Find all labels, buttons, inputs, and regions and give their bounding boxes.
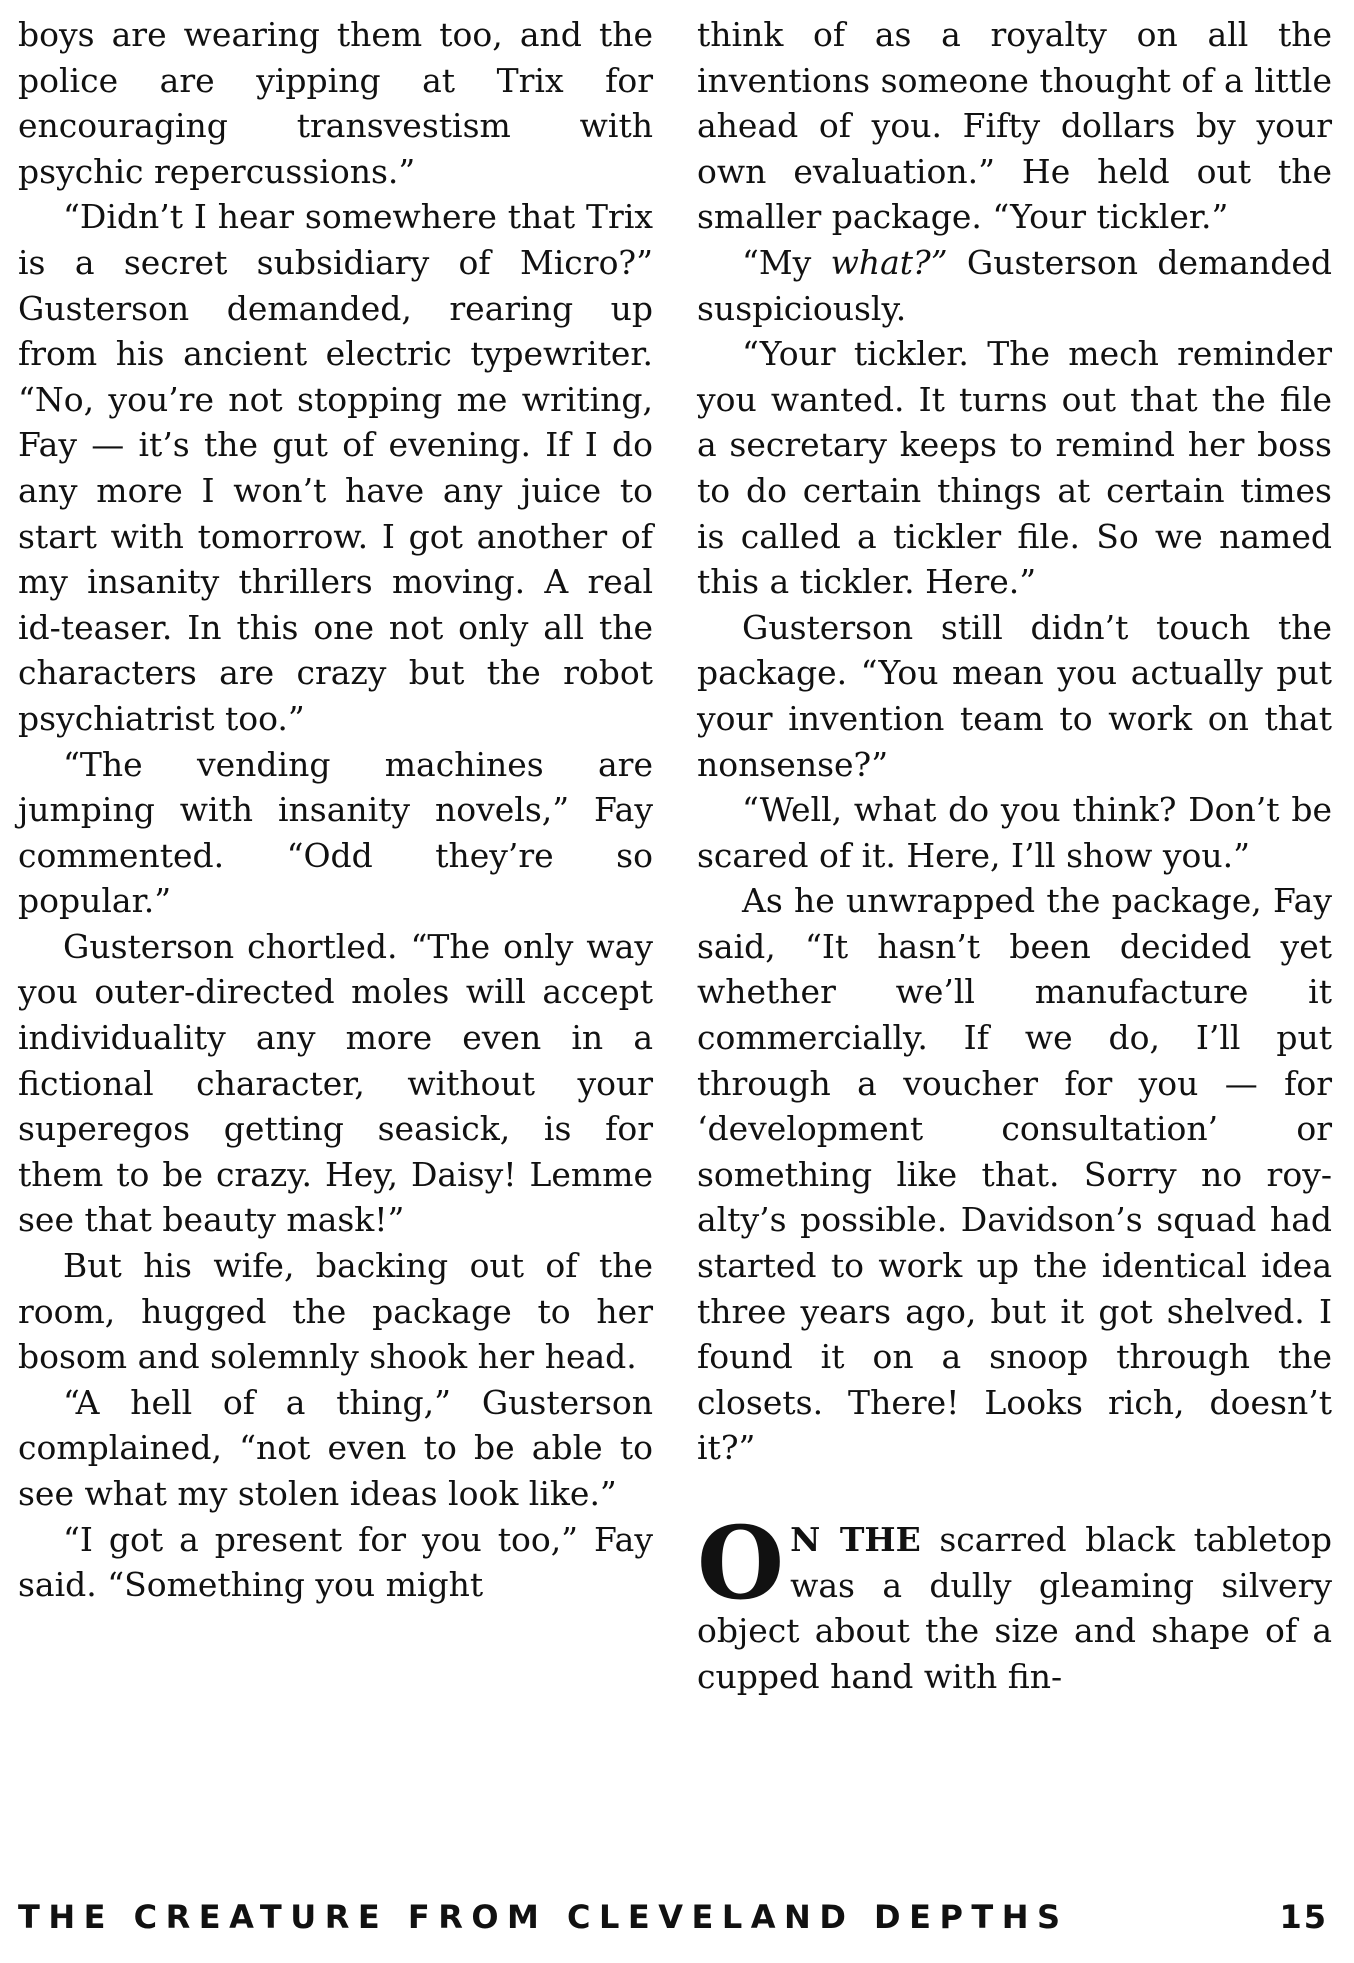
paragraph: Gusterson still didn’t touch the package. “You mean you actually put your invention team to work on that nonsense?” xyxy=(697,607,1332,784)
drop-cap: O xyxy=(697,1504,785,1622)
paragraph: “The vending machines are jumping with insanity novels,” Fay commented. “Odd they’re so popular.” xyxy=(18,744,653,921)
left-text-column xyxy=(18,12,653,1608)
paragraph: “Your tickler. The mech reminder you wanted. It turns out that the file a secretary keeps to remind her boss to do certain things at certain times is called a tickler file. So we named this a tickler. Here.” xyxy=(697,334,1332,602)
right-text-column xyxy=(697,12,1332,1699)
section-opening-paragraph xyxy=(697,1504,1333,1699)
paragraph: “Didn’t I hear somewhere that Trix is a secret subsidiary of Micro?” Gusterson demanded, rearing up from his ancient electric typewriter. “No, you’re not stopping me writing, Fay — it’s the gut of evening. If I do any more I won’t have any juice to start with tomorrow. I got another of my insanity thrillers moving. A real id-teaser. In this one not only all the characters are crazy but the robot psychiatrist too.” xyxy=(18,197,653,738)
text-run: scarred black tabletop was a dully gleaming silvery object about the size and shape of a cupped hand with fin- xyxy=(697,1520,1333,1696)
running-title: THE CREATURE FROM CLEVELAND DEPTHS xyxy=(18,1898,1069,1936)
page-number: 15 xyxy=(1279,1898,1328,1936)
paragraph: But his wife, backing out of the room, hugged the package to her bosom and solemnly shook her head. xyxy=(18,1246,653,1377)
text-run: Gusterson demanded suspiciously. xyxy=(697,242,1332,328)
paragraph: “A hell of a thing,” Gusterson complained, “not even to be able to see what my stolen ideas look like.” xyxy=(18,1382,653,1513)
paragraph: think of as a royalty on all the inventions someone thought of a little ahead of you. Fifty dollars by your own evaluation.” He held out the smaller package. “Your tickler.” xyxy=(697,15,1332,237)
paragraph xyxy=(697,240,1332,331)
page-footer xyxy=(18,1892,1336,1942)
paragraph: “I got a present for you too,” Fay said. “Something you might xyxy=(18,1519,653,1605)
section-lead-words: N THE xyxy=(790,1520,921,1559)
paragraph: boys are wearing them too, and the police are yipping at Trix for encouraging transvestism with psychic repercussions.” xyxy=(18,15,653,191)
text-run: “My xyxy=(742,242,831,282)
paragraph: “Well, what do you think? Don’t be scared of it. Here, I’ll show you.” xyxy=(697,790,1332,875)
italic-text: what?” xyxy=(830,242,948,282)
paragraph: As he unwrapped the package, Fay said, “It hasn’t been decided yet whether we’ll manufacture it commercially. If we do, I’ll put through a voucher for you — for ‘development consultation’ or something like that. Sorry no royalty’s possible. Davidson’s squad had started to work up the identical idea three years ago, but it got shelved. I found it on a snoop through the closets. There! Looks rich, doesn’t it?” xyxy=(697,881,1332,1468)
paragraph: Gusterson chortled. “The only way you outer-directed moles will accept individuality any more even in a fictional character, without your superegos getting seasick, is for them to be crazy. Hey, Daisy! Lemme see that beauty mask!” xyxy=(18,926,653,1240)
